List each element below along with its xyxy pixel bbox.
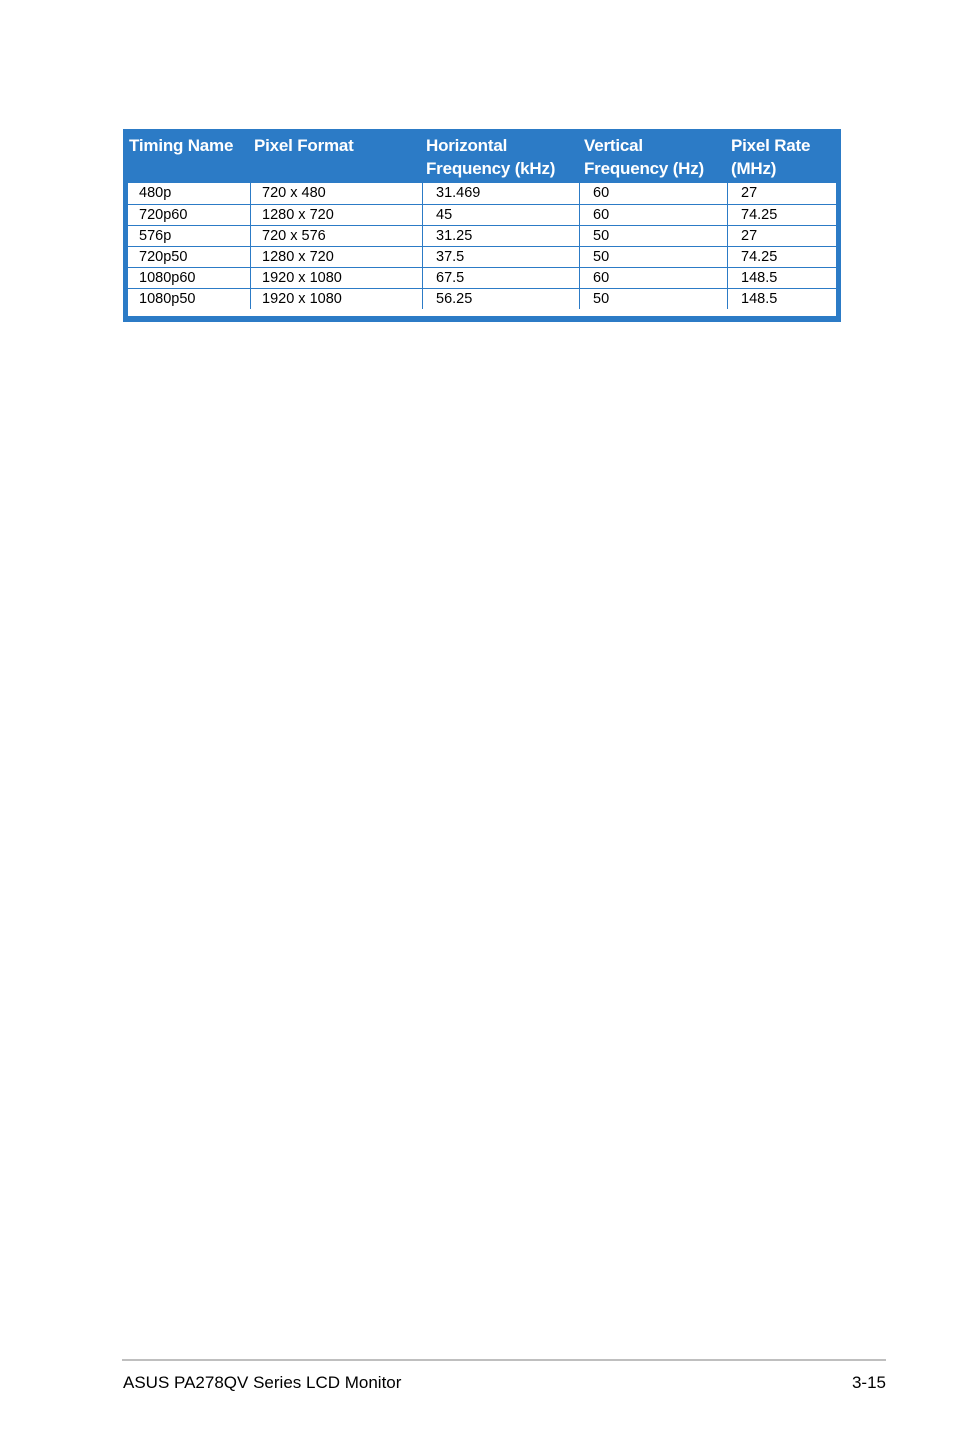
cell-horizontal-frequency: 56.25 [422, 289, 579, 309]
table-row [128, 246, 836, 267]
header-text: Timing Name [129, 136, 234, 155]
footer-document-title: ASUS PA278QV Series LCD Monitor [123, 1373, 402, 1392]
cell-horizontal-frequency: 45 [422, 205, 579, 225]
cell-vertical-frequency: 60 [579, 183, 727, 204]
cell-vertical-frequency: 60 [579, 268, 727, 288]
cell-timing-name: 720p60 [139, 207, 188, 223]
cell-pixel-rate: 148.5 [727, 289, 836, 309]
table-row [128, 183, 836, 204]
table-row [128, 288, 836, 309]
header-text: Pixel Rate [731, 136, 811, 155]
cell-pixel-rate: 74.25 [727, 247, 836, 267]
cell-timing-name: 1080p60 [139, 270, 196, 286]
cell-pixel-format: 1280 x 720 [250, 247, 422, 267]
cell-horizontal-frequency: 31.469 [422, 183, 579, 204]
cell-pixel-format: 1920 x 1080 [250, 289, 422, 309]
header-pixel-format [254, 134, 354, 157]
cell-pixel-rate: 74.25 [727, 205, 836, 225]
cell-timing-name: 720p50 [139, 249, 188, 265]
footer-page-number: 3-15 [851, 1373, 886, 1392]
cell-horizontal-frequency: 37.5 [422, 247, 579, 267]
cell-timing-name: 480p [139, 185, 172, 201]
cell-pixel-format: 720 x 576 [250, 226, 422, 246]
header-timing-name [129, 134, 233, 157]
timing-table [123, 129, 841, 322]
header-horizontal-frequency [426, 134, 555, 180]
header-text: (MHz) [731, 159, 777, 178]
table-row [128, 225, 836, 246]
cell-horizontal-frequency: 31.25 [422, 226, 579, 246]
cell-vertical-frequency: 60 [579, 205, 727, 225]
cell-vertical-frequency: 50 [579, 247, 727, 267]
cell-horizontal-frequency: 67.5 [422, 268, 579, 288]
table-row [128, 267, 836, 288]
table-body [128, 183, 836, 316]
cell-vertical-frequency: 50 [579, 226, 727, 246]
cell-pixel-format: 720 x 480 [250, 183, 422, 204]
cell-timing-name: 576p [139, 228, 172, 244]
cell-pixel-rate: 148.5 [727, 268, 836, 288]
footer-divider [122, 1359, 886, 1361]
header-text: Vertical [584, 136, 643, 155]
header-pixel-rate [731, 134, 810, 180]
header-vertical-frequency [584, 134, 704, 180]
cell-timing-name: 1080p50 [139, 291, 196, 307]
header-text: Pixel Format [254, 136, 354, 155]
cell-pixel-rate: 27 [727, 226, 836, 246]
header-text: Frequency (kHz) [426, 159, 556, 178]
header-text: Horizontal [426, 136, 508, 155]
cell-vertical-frequency: 50 [579, 289, 727, 309]
cell-pixel-format: 1280 x 720 [250, 205, 422, 225]
cell-pixel-rate: 27 [727, 183, 836, 204]
cell-pixel-format: 1920 x 1080 [250, 268, 422, 288]
table-header [123, 129, 841, 183]
table-row [128, 204, 836, 225]
header-text: Frequency (Hz) [584, 159, 704, 178]
